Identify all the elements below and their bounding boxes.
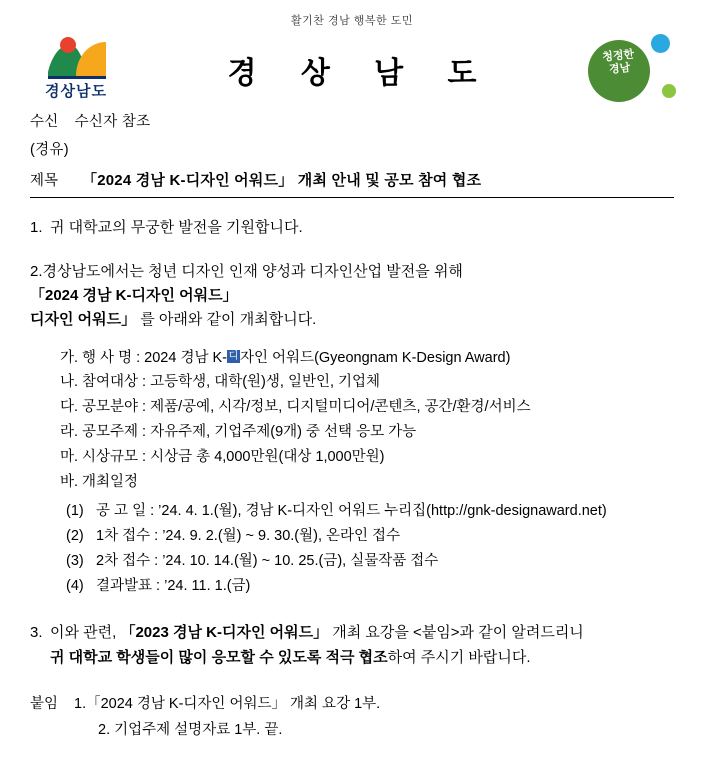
schedule-item (66, 574, 674, 599)
paragraph-2-award-name-cont: 디자인 어워드」 (30, 310, 137, 328)
schedule-item (66, 549, 674, 574)
subject-label: 제목 (30, 172, 59, 189)
attachment-item-1: 1.「2024 경남 K-디자인 어워드」 개최 요강 1부. (74, 696, 381, 713)
list-item (60, 370, 674, 395)
list-item (60, 470, 674, 495)
recipient-value: 수신자 참조 (74, 114, 151, 130)
gyeongnam-ci-mark-icon (46, 32, 108, 80)
list-item-name: 행 사 명 (82, 349, 133, 366)
paragraph-2-text-a: 경상남도에서는 청년 디자인 인재 양성과 디자인산업 발전을 위해 (42, 262, 463, 280)
attachment-row-1 (30, 692, 674, 717)
list-item (60, 445, 674, 470)
schedule-item-marker: (3) (66, 553, 84, 569)
attachment-label: 붙임 (30, 696, 59, 713)
list-item-marker: 나. (60, 374, 79, 391)
schedule-item-text: 2차 접수 : ’24. 10. 14.(월) ~ 10. 25.(금), 실물작품 접수 (96, 553, 439, 569)
gyeongnam-ci-logo-text: 경상남도 (45, 83, 107, 100)
list-item-value-pre: 2024 경남 K- (144, 349, 227, 366)
recipient-label: 수신 (30, 114, 59, 130)
list-item-marker: 가. (60, 349, 79, 366)
gyeongnam-ci-logo-icon (28, 32, 124, 106)
attachment-item-2: 2. 기업주제 설명자료 1부. 끝. (98, 721, 283, 738)
paragraph-3-continuation (50, 646, 674, 671)
schedule-item (66, 524, 674, 549)
list-item-sep: : (138, 424, 151, 441)
paragraph-1 (30, 216, 674, 239)
paragraph-1-text: 귀 대학교의 무궁한 발전을 기원합니다. (50, 219, 303, 237)
list-item-value: 자유주제, 기업주제(9개) 중 선택 응모 가능 (150, 424, 417, 441)
list-item-name: 참여대상 (82, 374, 139, 391)
list-item-sep: : (138, 399, 151, 416)
schedule-item-marker: (4) (66, 577, 84, 594)
list-item-name: 공모분야 (82, 399, 139, 416)
slogan-text: 활기찬 경남 행복한 도민 (291, 15, 413, 27)
schedule-item-text: 1차 접수 : ’24. 9. 2.(월) ~ 9. 30.(월), 온라인 접수 (96, 528, 401, 545)
paragraph-3-award-name: 「2023 경남 K-디자인 어워드」 (120, 623, 329, 641)
logo-dot-green-icon (662, 84, 676, 98)
paragraph-3-text-c: 개최 요강을 <붙임>과 같이 알려드리니 (328, 623, 584, 641)
paragraph-2-number: 2. (30, 262, 43, 280)
list-item-sep: : (132, 349, 145, 366)
event-detail-list (60, 346, 674, 599)
list-item-name: 개최일정 (82, 474, 139, 491)
schedule-item-text: 결과발표 : ’24. 11. 1.(금) (96, 577, 251, 594)
schedule-item-marker: (2) (66, 528, 84, 545)
schedule-item (66, 499, 674, 524)
document-body (0, 112, 704, 743)
paragraph-2-continuation (30, 308, 674, 332)
paragraph-2-award-name: 「2024 경남 K-디자인 어워드」 (30, 286, 238, 304)
paragraph-3 (30, 621, 674, 671)
subject-value: 「2024 경남 K-디자인 어워드」 개최 안내 및 공모 참여 협조 (82, 171, 482, 189)
clean-gyeongnam-logo-icon (582, 32, 678, 106)
paragraph-3-text-e: 하여 주시기 바랍니다. (387, 648, 531, 666)
schedule-item-text: 공 고 일 : ’24. 4. 1.(월), 경남 K-디자인 어워드 누리집(http://gnk-designaward.net) (96, 503, 607, 520)
list-item-sep: : (138, 374, 151, 391)
list-item-value: 시상금 총 4,000만원(대상 1,000만원) (150, 449, 385, 466)
list-item-value-post: 자인 어워드(Gyeongnam K-Design Award) (240, 349, 511, 366)
paragraph-2-text-c: 를 아래와 같이 개최합니다. (136, 310, 317, 328)
document-header (0, 28, 704, 106)
list-item-name: 시상규모 (82, 449, 139, 466)
list-item (60, 395, 674, 420)
logo-dot-blue-icon (651, 34, 670, 53)
clean-gyeongnam-line1: 청정한 (601, 48, 635, 64)
paragraph-3-number: 3. (30, 623, 43, 641)
list-item-name: 공모주제 (82, 424, 139, 441)
clean-gyeongnam-line2: 경남 (608, 61, 631, 76)
list-item-marker: 바. (60, 474, 79, 491)
subject-row (30, 170, 674, 193)
list-item (60, 420, 674, 445)
paragraph-2 (30, 260, 674, 332)
inline-badge-icon: 디 (228, 351, 239, 363)
list-item-marker: 라. (60, 424, 79, 441)
schedule-item-marker: (1) (66, 503, 84, 520)
schedule-sublist (66, 499, 674, 599)
paragraph-1-number: 1. (30, 219, 43, 237)
list-item-marker: 다. (60, 399, 79, 416)
list-item-marker: 마. (60, 449, 79, 466)
header-divider (30, 197, 674, 198)
paragraph-3-text-a: 이와 관련, (50, 623, 121, 641)
list-item-sep: : (138, 449, 151, 466)
attachment-block (30, 692, 674, 743)
recipient-row (30, 112, 674, 134)
list-item-value: 제품/공예, 시각/정보, 디지털미디어/콘텐츠, 공간/환경/서비스 (150, 399, 531, 416)
paragraph-3-emphasis: 귀 대학교 학생들이 많이 응모할 수 있도록 적극 협조 (50, 648, 388, 666)
list-item-value: 고등학생, 대학(원)생, 일반인, 기업체 (150, 374, 381, 391)
page-title: 경 상 남 도 (227, 57, 495, 90)
via-row: (경유) (30, 141, 69, 158)
list-item (60, 346, 674, 371)
